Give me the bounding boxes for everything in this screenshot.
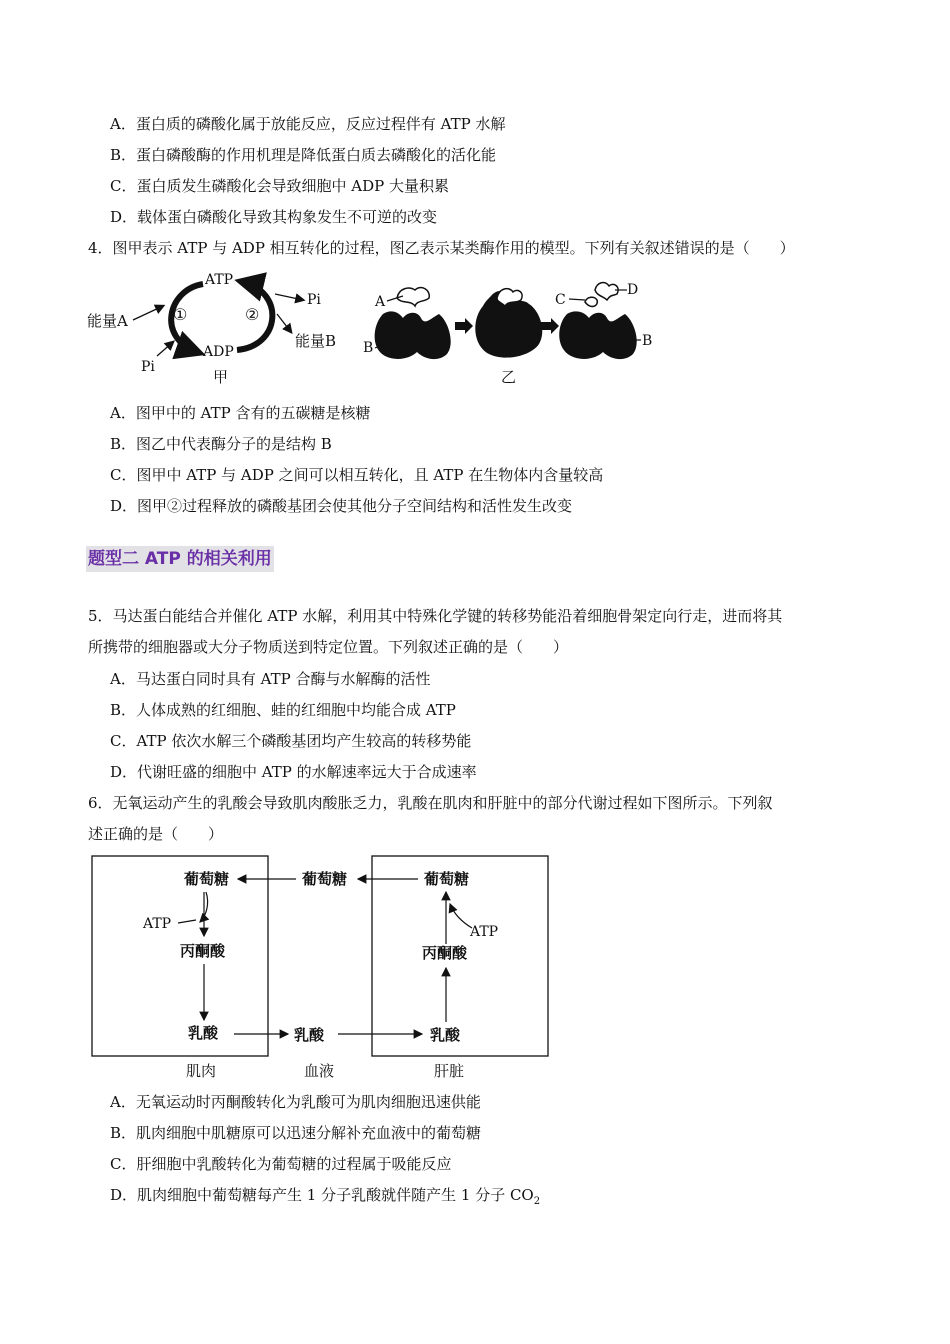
q4-option-a: A．图甲中的 ATP 含有的五碳糖是核糖	[110, 404, 371, 422]
arrow-1	[455, 318, 473, 334]
q3-option-d: D．载体蛋白磷酸化导致其构象发生不可逆的改变	[110, 208, 438, 226]
q6-option-d-subscript: 2	[533, 1196, 541, 1207]
blood-lactate: 乳酸	[294, 1026, 325, 1044]
step-2: ②	[245, 305, 260, 324]
pi-bottom-label: Pi	[141, 359, 155, 375]
q3-option-b: B．蛋白磷酸酶的作用机理是降低蛋白质去磷酸化的活化能	[110, 146, 497, 164]
label-muscle: 肌肉	[186, 1062, 217, 1080]
liver-atp: ATP	[470, 924, 499, 940]
q6-metabolism-figure	[88, 852, 554, 1084]
enzyme-model-3	[559, 282, 639, 360]
liver-glucose: 葡萄糖	[424, 870, 470, 888]
q3-option-a: A．蛋白质的磷酸化属于放能反应，反应过程伴有 ATP 水解	[110, 115, 506, 133]
adp-label: ADP	[203, 344, 234, 360]
q4-option-d: D．图甲②过程释放的磷酸基团会使其他分子空间结构和活性发生改变	[110, 497, 573, 515]
blood-glucose: 葡萄糖	[302, 870, 348, 888]
atp-label: ATP	[205, 272, 234, 288]
pi-top-label: Pi	[307, 292, 321, 308]
q3-option-c: C．蛋白质发生磷酸化会导致细胞中 ADP 大量积累	[110, 177, 449, 195]
q6-option-d	[110, 1185, 540, 1212]
enzyme-model-2	[475, 289, 542, 358]
label-blood: 血液	[304, 1062, 335, 1080]
muscle-pyruvate: 丙酮酸	[180, 942, 226, 960]
q4-option-b: B．图乙中代表酶分子的是结构 B	[110, 435, 332, 453]
caption-yi: 乙	[501, 368, 517, 386]
label-liver: 肝脏	[434, 1062, 465, 1080]
q5-option-c: C．ATP 依次水解三个磷酸基团均产生较高的转移势能	[110, 732, 472, 750]
q5-stem-line2: 所携带的细胞器或大分子物质送到特定位置。下列叙述正确的是（ ）	[88, 638, 569, 656]
label-b-right: B	[642, 333, 653, 349]
q6-stem-line1: 6．无氧运动产生的乳酸会导致肌肉酸胀乏力，乳酸在肌肉和肝脏中的部分代谢过程如下图所示。下列叙	[88, 794, 773, 812]
liver-lactate: 乳酸	[430, 1026, 461, 1044]
label-d: D	[627, 282, 639, 298]
q5-option-a: A．马达蛋白同时具有 ATP 合酶与水解酶的活性	[110, 670, 431, 688]
caption-jia: 甲	[213, 368, 229, 386]
q6-option-b: B．肌肉细胞中肌糖原可以迅速分解补充血液中的葡萄糖	[110, 1124, 482, 1142]
q4-figure	[85, 266, 665, 390]
muscle-lactate: 乳酸	[188, 1024, 219, 1042]
q6-option-c: C．肝细胞中乳酸转化为葡萄糖的过程属于吸能反应	[110, 1155, 452, 1173]
q6-option-a: A．无氧运动时丙酮酸转化为乳酸可为肌肉细胞迅速供能	[110, 1093, 481, 1111]
q5-option-b: B．人体成熟的红细胞、蛙的红细胞中均能合成 ATP	[110, 701, 456, 719]
muscle-atp: ATP	[143, 916, 172, 932]
label-b-left: B	[363, 340, 374, 356]
step-1: ①	[173, 305, 188, 324]
q5-option-d: D．代谢旺盛的细胞中 ATP 的水解速率远大于合成速率	[110, 763, 477, 781]
label-c: C	[555, 292, 566, 308]
enzyme-model-1	[375, 288, 451, 360]
energy-a-label: 能量A	[87, 312, 128, 330]
q4-stem: 4．图甲表示 ATP 与 ADP 相互转化的过程，图乙表示某类酶作用的模型。下列有关叙述错误的是（ ）	[88, 239, 795, 257]
energy-b-label: 能量B	[295, 332, 337, 350]
q6-stem-line2: 述正确的是（ ）	[88, 825, 224, 843]
q6-option-d-text: D．肌肉细胞中葡萄糖每产生 1 分子乳酸就伴随产生 1 分子 CO	[110, 1186, 534, 1204]
q4-option-c: C．图甲中 ATP 与 ADP 之间可以相互转化，且 ATP 在生物体内含量较高	[110, 466, 604, 484]
q5-stem-line1: 5．马达蛋白能结合并催化 ATP 水解，利用其中特殊化学键的转移势能沿着细胞骨架定向行走，进而将其	[88, 607, 783, 625]
label-a: A	[375, 294, 386, 310]
section-title: 题型二 ATP 的相关利用	[86, 546, 274, 572]
liver-pyruvate: 丙酮酸	[422, 944, 468, 962]
muscle-glucose: 葡萄糖	[184, 870, 230, 888]
arrow-2	[541, 318, 559, 334]
